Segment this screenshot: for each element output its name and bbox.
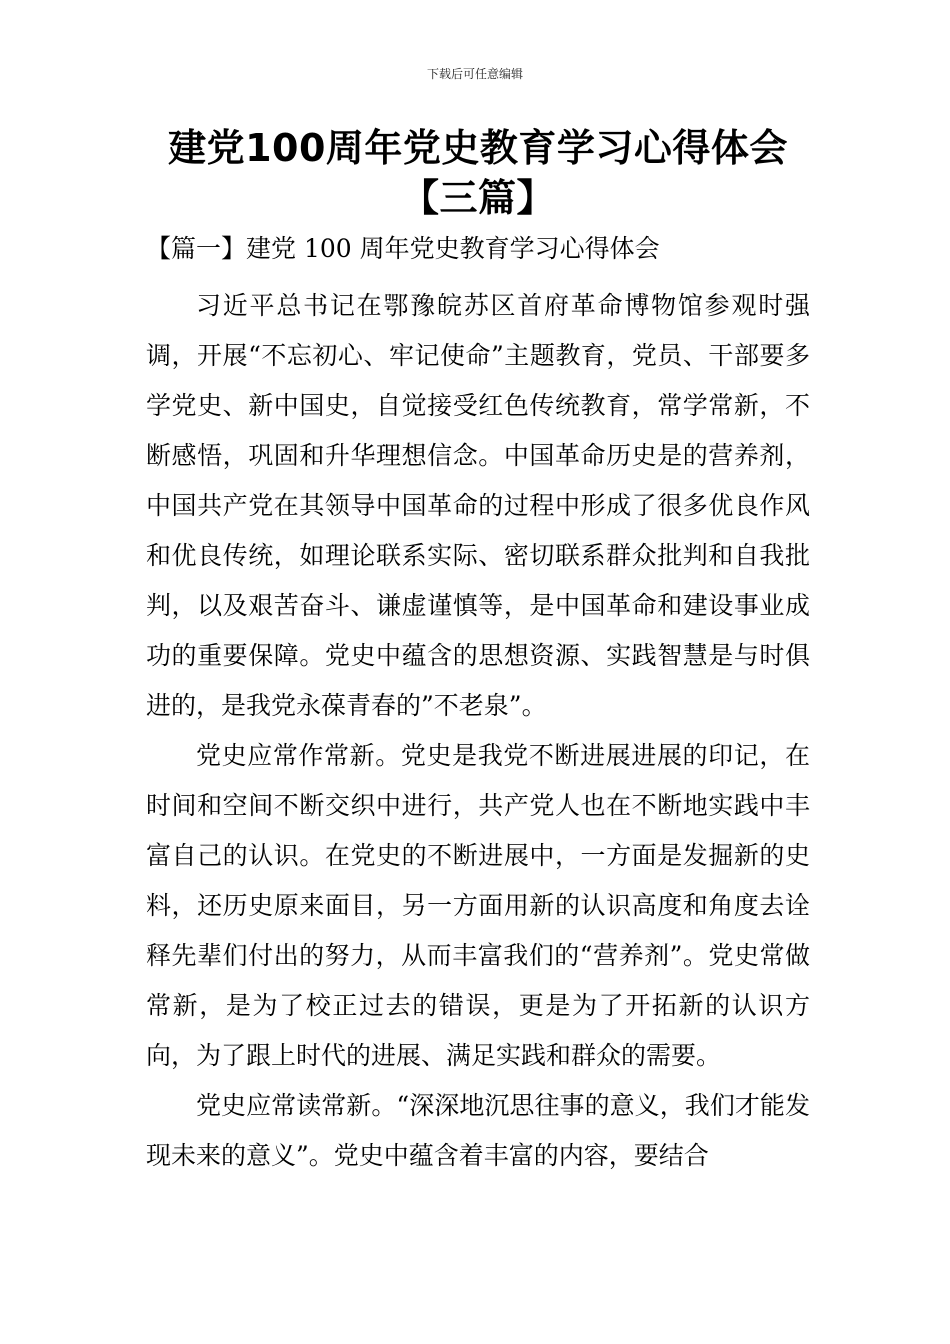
body-paragraph: 党史应常读常新。“深深地沉思往事的意义，我们才能发现未来的意义”。党史中蕴含着丰富的内容，要结合 — [146, 1091, 810, 1170]
body-paragraph: 党史应常作常新。党史是我党不断进展进展的印记，在时间和空间不断交织中进行，共产党人也在不断地实践中丰富自己的认识。在党史的不断进展中，一方面是发掘新的史料，还历史原来面目，另一方面用新的认识高度和角度去诠释先辈们付出的努力，从而丰富我们的“营养剂”。党史常做常新，是为了校正过去的错误，更是为了开拓新的认识方向，为了跟上时代的进展、满足实践和群众的需要。 — [146, 741, 810, 1070]
body-paragraph: 习近平总书记在鄂豫皖苏区首府革命博物馆参观时强调，开展“不忘初心、牢记使命”主题教育，党员、干部要多学党史、新中国史，自觉接受红色传统教育，常学常新，不断感悟，巩固和升华理想信念。中国革命历史是的营养剂，中国共产党在其领导中国革命的过程中形成了很多优良作风和优良传统，如理论联系实际、密切联系群众批判和自我批判，以及艰苦奋斗、谦虚谨慎等，是中国革命和建设事业成功的重要保障。党史中蕴含的思想资源、实践智慧是与时俱进的，是我党永葆青春的”不老泉”。 — [146, 291, 810, 720]
document-title: 建党100周年党史教育学习心得体会【三篇】 — [168, 126, 788, 220]
page-header-note: 下载后可任意编辑 — [426, 67, 523, 81]
section-heading: 【篇一】建党 100 周年党史教育学习心得体会 — [146, 234, 660, 263]
document-body — [146, 281, 810, 1181]
